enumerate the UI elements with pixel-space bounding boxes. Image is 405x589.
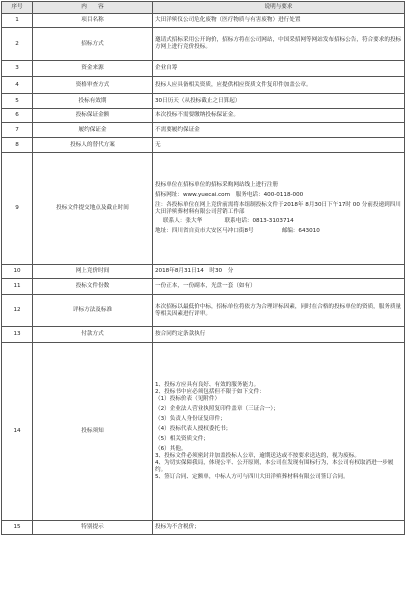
table-row xyxy=(2,138,405,153)
row-item: 履约保证金 xyxy=(33,123,153,138)
website-phone-line: 招标网址：www.yuecai.com 服务电话：400-0118-000 xyxy=(155,191,304,198)
row-number: 9 xyxy=(2,153,33,265)
row-item: 投标文件提交地点及截止时间 xyxy=(33,153,153,265)
row-content: 大田洋殡仪公司危化废物（医疗物质与有害废物）进行处置 xyxy=(153,14,405,28)
table-row xyxy=(2,14,405,28)
notice-subitem: （4）投标代表人授权委托书； xyxy=(155,426,232,433)
row-item: 付款方式 xyxy=(33,327,153,343)
registration-note: 投标单位在招标单位的招标采购网站线上进行注册 xyxy=(155,181,279,188)
row-content: 30日历天（从投标截止之日算起） xyxy=(153,94,405,109)
header-requirements: 说明与要求 xyxy=(153,2,405,14)
row-number: 11 xyxy=(2,279,33,295)
row-number: 14 xyxy=(2,343,33,521)
row-content: 2018年8月31日14 时30 分 xyxy=(153,265,405,279)
row-content: 投标人应具备相关资质，应提供相应资质文件复印件加盖公章。 xyxy=(153,77,405,94)
row-item: 投标保证金额 xyxy=(33,109,153,123)
row-number: 4 xyxy=(2,77,33,94)
row-content: 企业自筹 xyxy=(153,61,405,77)
row-content: 无 xyxy=(153,138,405,153)
table-row xyxy=(2,153,405,265)
row-number: 15 xyxy=(2,521,33,535)
bid-requirements-table xyxy=(1,1,405,535)
table-row xyxy=(2,109,405,123)
row-content: 按合同约定条款执行 xyxy=(153,327,405,343)
submission-deadline-note: 注：各投标单位在网上竞价前需将本组制投标文件于2018年 8月30日下午17时 00 分前投递到四川大田洋殡葬材料有限公司营销工作部 xyxy=(155,201,401,215)
row-content: 一份正本，一份副本，光盘一套（如有） xyxy=(153,279,405,295)
notice-subitem: （3）负责人身份证复印件； xyxy=(155,416,226,423)
table-row xyxy=(2,279,405,295)
row-content: 本次招标以最低价中标，招标单位将依方为合理评标因素，同时在合格的投标单位的资质，服务质量等相关因素进行评审。 xyxy=(153,295,405,327)
row-content: 邀请式招标采用公开询价，招标方将在公司网站，中国采招网等网站发布招标公告，符合要求的投标方网上进行竞价投标。 xyxy=(153,28,405,61)
row-number: 13 xyxy=(2,327,33,343)
notice-item: 5、签订合同、定额单，中标人方可与四川大田洋殡葬材料有限公司签订合同。 xyxy=(155,473,349,480)
row-item: 投标文件份数 xyxy=(33,279,153,295)
table-row xyxy=(2,295,405,327)
row-content: 不需要履约保证金 xyxy=(153,123,405,138)
table-row xyxy=(2,77,405,94)
row-item: 特别提示 xyxy=(33,521,153,535)
notice-subitem: （1）投标价表（见附件） xyxy=(155,396,221,403)
notice-subitem: （6）其他。 xyxy=(155,446,187,453)
notice-item: 1、投标方应具有良好、有效的服务能力。 xyxy=(155,382,260,389)
table-row xyxy=(2,521,405,535)
table-row xyxy=(2,123,405,138)
row-content xyxy=(153,343,405,521)
address-line: 地址：四川省自贡市大安区马冲口街8号 邮编：643010 xyxy=(155,228,320,235)
row-number: 12 xyxy=(2,295,33,327)
row-item: 投标人的替代方案 xyxy=(33,138,153,153)
table-row xyxy=(2,343,405,521)
row-item: 网上竞价时间 xyxy=(33,265,153,279)
notice-item: 2、投标书中应必须包括但不限于如下文件： xyxy=(155,389,265,396)
row-number: 8 xyxy=(2,138,33,153)
table-row xyxy=(2,265,405,279)
notice-item: 3、投标文件必须密封并加盖投标人公章，逾期送达或不按要求送达的，视为废标。 xyxy=(155,453,360,460)
row-content: 本次投标不需要缴纳投标保证金。 xyxy=(153,109,405,123)
row-item: 招标方式 xyxy=(33,28,153,61)
row-number: 1 xyxy=(2,14,33,28)
row-item: 资格审查方式 xyxy=(33,77,153,94)
table-row xyxy=(2,94,405,109)
header-number: 序号 xyxy=(2,2,33,14)
row-content: 投标为不含税价； xyxy=(153,521,405,535)
row-number: 10 xyxy=(2,265,33,279)
row-item: 投标须知 xyxy=(33,343,153,521)
row-number: 2 xyxy=(2,28,33,61)
row-content xyxy=(153,153,405,265)
notice-subitem: （5）相关资质文件； xyxy=(155,436,209,443)
row-number: 6 xyxy=(2,109,33,123)
contact-line: 联系人：张大华 联系电话：0813-3103714 xyxy=(163,218,294,225)
row-item: 评标方法及标准 xyxy=(33,295,153,327)
table-row xyxy=(2,61,405,77)
row-item: 投标有效期 xyxy=(33,94,153,109)
row-item: 资金来源 xyxy=(33,61,153,77)
notice-subitem: （2）企业法人营业执照复印件盖章（三证合一）； xyxy=(155,406,279,413)
table-row xyxy=(2,28,405,61)
row-number: 7 xyxy=(2,123,33,138)
table-header-row xyxy=(2,2,405,14)
row-number: 3 xyxy=(2,61,33,77)
table-row xyxy=(2,327,405,343)
row-number: 5 xyxy=(2,94,33,109)
row-item: 项目名称 xyxy=(33,14,153,28)
header-content: 内 容 xyxy=(33,2,153,14)
notice-item: 4、为切实保障我局，体现公平、公开原则，本公司在发现有围标行为，本公司有权取消进一步履约。 xyxy=(155,460,394,473)
